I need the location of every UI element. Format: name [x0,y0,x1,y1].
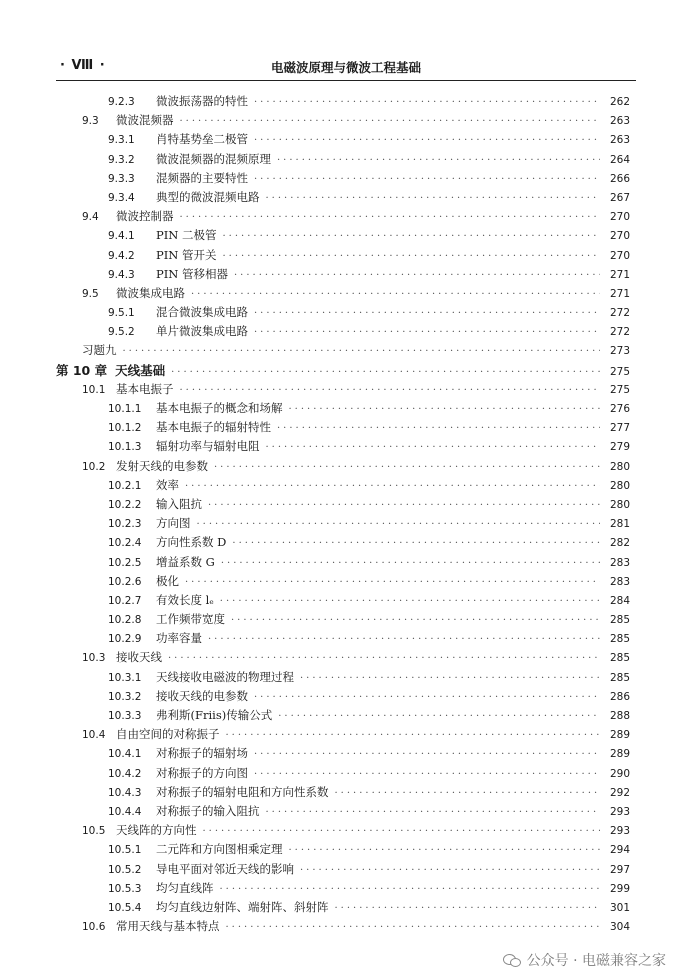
toc-entry-title: 混频器的主要特性 [156,170,248,185]
toc-entry-title: 输入阻抗 [156,496,202,511]
dot-leader [254,745,600,764]
toc-entry [56,744,630,763]
toc-entry [56,341,630,360]
toc-entry-page: 276 [609,403,630,415]
toc-entry [56,188,630,207]
toc-entry-number: 9.3.2 [108,153,135,166]
toc-entry [56,898,630,917]
watermark-text: 公众号 · 电磁兼容之家 [526,953,666,969]
toc-entry-page: 289 [609,748,630,761]
dot-leader [254,170,600,189]
toc-entry-title: 有效长度 lₑ [156,592,214,607]
toc-entry-page: 266 [609,172,630,185]
toc-entry-title: 单片微波集成电路 [156,324,248,339]
toc-entry-title: PIN 管开关 [156,247,217,262]
toc-entry [56,265,630,284]
toc-entry-page: 284 [609,594,630,607]
toc-entry-number: 9.3 [82,115,99,128]
toc-entry-page: 285 [609,652,630,665]
toc-entry-page: 270 [609,211,630,224]
toc-entry-page: 281 [609,518,630,531]
toc-entry-number: 10.2.4 [108,537,142,550]
toc-entry [56,860,630,879]
book-title: 电磁波原理与微波工程基础 [270,60,421,75]
toc-entry-number: 10.2.2 [108,498,142,511]
toc-entry-number: 9.5.1 [108,307,135,320]
dot-leader [214,458,600,477]
toc-entry [56,380,630,399]
toc-entry-title: 对称振子的辐射场 [156,746,248,761]
toc-entry-number: 10.6 [82,921,106,934]
page-number: · Ⅷ · [60,58,106,73]
toc-entry-number: 10.3 [82,652,106,665]
toc-entry [56,150,630,169]
toc-entry [56,495,630,514]
toc-entry-title: 均匀直线边射阵、端射阵、斜射阵 [156,899,329,914]
dot-leader [266,189,601,208]
toc-entry-page: 280 [609,479,630,492]
toc-entry-number: 10.1.3 [108,441,142,454]
toc-entry-number: 9.5 [82,287,99,300]
toc-entry-number: 10.2.8 [108,614,142,627]
toc-entry-page: 277 [609,422,630,435]
toc-entry-title: 天线接收电磁波的物理过程 [156,669,294,684]
toc-entry-title: 习题九 [82,343,117,358]
toc-entry-number: 9.4.3 [108,268,135,281]
toc-entry [56,207,630,226]
toc-entry-number: 10.1.2 [108,422,142,435]
toc-entry-page: 271 [609,287,630,300]
toc-entry-number: 9.3.3 [108,172,135,185]
toc-entry [56,840,630,859]
toc-entry-page: 271 [609,268,630,281]
toc-entry [56,783,630,802]
toc-entry-title: 对称振子的辐射电阻和方向性系数 [156,784,329,799]
toc-entry-page: 290 [609,767,630,780]
toc-entry-title: 均匀直线阵 [156,880,214,895]
dot-leader [180,112,601,131]
dot-leader [289,841,601,860]
toc-entry-title: 效率 [156,477,179,492]
toc-entry-number: 10.2.5 [108,556,142,569]
toc-entry [56,476,630,495]
toc-entry-title: 接收天线 [116,650,162,665]
toc-entry-number: 10.5.3 [108,882,142,895]
toc-entry-page: 270 [609,249,630,262]
toc-entry-page: 289 [609,729,630,742]
toc-entry-title: 微波混频器 [116,113,174,128]
toc-entry-title: 基本电振子的辐射特性 [156,420,271,435]
toc-entry [56,610,630,629]
dot-leader [180,381,601,400]
toc-entry-number: 9.4 [82,211,99,224]
toc-entry-page: 270 [609,230,630,243]
toc-entry-title: 微波混频器的混频原理 [156,151,271,166]
dot-leader [232,534,600,553]
toc-entry-number: 第 10 章 [56,362,108,378]
toc-entry [56,418,630,437]
toc-entry [56,764,630,783]
toc-entry [56,226,630,245]
toc-entry-page: 292 [609,786,630,799]
toc-entry-title: 对称振子的方向图 [156,765,248,780]
toc-entry [56,668,630,687]
toc-entry-title: 增益系数 G [156,554,215,569]
toc-entry [56,591,630,610]
dot-leader [254,688,600,707]
toc-entry-title: 导电平面对邻近天线的影响 [156,861,294,876]
toc-entry-number: 10.2.7 [108,594,142,607]
toc-entry-number: 10.5.1 [108,844,142,857]
toc-entry-page: 288 [609,710,630,722]
toc-entry-number: 9.3.4 [108,191,135,204]
toc-entry-page: 293 [609,805,630,818]
toc-entry-title: 天线基础 [115,362,166,378]
toc-entry-page: 263 [609,115,630,128]
toc-entry [56,572,630,591]
toc-entry-title: 弗利斯(Friis)传输公式 [156,708,273,722]
toc-entry-number: 10.4 [82,729,106,742]
toc-entry-page: 282 [609,537,630,550]
toc-entry-page: 275 [609,365,630,378]
toc-entry-title: PIN 管移相器 [156,266,228,281]
toc-entry-number: 9.2.3 [108,96,135,108]
toc-entry [56,437,630,456]
toc-entry-title: 典型的微波混频电路 [156,189,260,204]
toc-entry-number: 10.1.1 [108,403,142,415]
toc-entry [56,92,630,111]
toc-entry-number: 10.5 [82,825,106,838]
toc-entry-number: 10.5.2 [108,863,142,876]
toc-entry-title: 基本电振子 [116,381,174,396]
toc-entry-page: 273 [609,345,630,358]
toc-entry-title: 发射天线的电参数 [116,458,208,473]
toc-entry [56,457,630,476]
toc-entry-title: 辐射功率与辐射电阻 [156,439,260,454]
toc-entry-number: 9.4.2 [108,249,135,262]
toc-entry-title: 方向图 [156,516,191,531]
toc-entry-number: 10.4.3 [108,786,142,799]
toc-entry-title: 功率容量 [156,631,202,646]
dot-leader [278,707,600,726]
dot-leader [277,151,600,170]
dot-leader [335,784,601,803]
toc-entry-title: 对称振子的输入阻抗 [156,803,260,818]
toc-entry [56,725,630,744]
toc-entry-page: 304 [609,921,630,934]
toc-entry [56,629,630,648]
dot-leader [226,726,601,745]
dot-leader [180,208,601,227]
toc-entry [56,246,630,265]
toc-entry-number: 9.3.1 [108,134,135,147]
toc-entry-number: 10.4.1 [108,748,142,761]
toc-entry-title: 接收天线的电参数 [156,688,248,703]
toc-entry-title: 自由空间的对称振子 [116,727,220,742]
toc-entry [56,648,630,667]
dot-leader [223,227,601,246]
toc-entry-page: 301 [609,901,630,914]
toc-entry-page: 280 [609,460,630,473]
toc-entry-title: 微波控制器 [116,209,174,224]
toc-entry [56,111,630,130]
dot-leader [277,419,600,438]
toc-entry-page: 285 [609,633,630,646]
toc-entry-title: 天线阵的方向性 [116,823,197,838]
toc-entry-page: 283 [609,556,630,569]
toc-entry-title: 工作频带宽度 [156,612,225,627]
toc-entry-number: 9.4.1 [108,230,135,243]
toc-entry-title: PIN 二极管 [156,228,217,243]
toc-entry-title: 微波集成电路 [116,285,185,300]
dot-leader [234,266,600,285]
toc-entry-page: 272 [609,326,630,339]
dot-leader [254,131,600,150]
dot-leader [300,861,600,880]
toc-entry-number: 10.4.2 [108,767,142,780]
toc-entry-number: 10.2.9 [108,633,142,646]
toc-entry [56,706,630,725]
dot-leader [208,496,600,515]
dot-leader [185,477,600,496]
toc-entry [56,130,630,149]
toc-entry [56,533,630,552]
dot-leader [254,93,600,112]
toc-chapter-entry [56,361,630,380]
toc-entry-number: 10.2.6 [108,575,142,588]
toc-entry-title: 常用天线与基本特点 [116,919,220,934]
toc-entry-title: 极化 [156,573,179,588]
toc-entry [56,917,630,936]
toc-entry-page: 283 [609,575,630,588]
dot-leader [220,592,600,611]
toc-entry-page: 279 [609,441,630,454]
toc-entry-number: 10.3.2 [108,690,142,703]
toc-entry-number: 10.1 [82,383,106,396]
toc-entry-number: 10.2 [82,460,106,473]
dot-leader [221,554,600,573]
dot-leader [203,822,601,841]
dot-leader [226,918,601,937]
toc-entry [56,553,630,572]
toc-entry-number: 10.5.4 [108,901,142,914]
toc-entry-page: 297 [609,863,630,876]
toc-entry-title: 二元阵和方向图相乘定理 [156,842,283,857]
toc-entry-number: 10.3.1 [108,671,142,684]
toc-entry-number: 10.2.1 [108,479,142,492]
toc-entry-page: 263 [609,134,630,147]
toc-entry-title: 方向性系数 D [156,535,227,550]
toc-entry-page: 293 [609,825,630,838]
dot-leader [223,247,601,266]
toc-entry-page: 272 [609,307,630,320]
dot-leader [185,573,600,592]
toc-entry [56,879,630,898]
toc-entry-page: 285 [609,614,630,627]
toc-entry-title: 微波振荡器的特性 [156,94,248,108]
toc-entry [56,303,630,322]
toc-entry-title: 基本电振子的概念和场解 [156,401,283,415]
toc-entry-number: 9.5.2 [108,326,135,339]
page-header [56,56,636,81]
toc-entry-page: 299 [609,882,630,895]
dot-leader [254,304,600,323]
toc-entry-page: 275 [609,383,630,396]
toc-entry-page: 285 [609,671,630,684]
dot-leader [208,630,600,649]
toc-entry [56,399,630,418]
dot-leader [266,438,601,457]
toc-entry-page: 286 [609,690,630,703]
wechat-icon [503,953,521,967]
toc-entry-page: 264 [609,153,630,166]
dot-leader [191,285,600,304]
dot-leader [289,400,601,419]
dot-leader [197,515,601,534]
toc-entry-page: 280 [609,498,630,511]
dot-leader [123,342,601,361]
dot-leader [300,669,600,688]
toc-entry-page: 262 [609,96,630,108]
dot-leader [220,880,601,899]
toc-entry-number: 10.3.3 [108,710,142,722]
toc-entry [56,802,630,821]
toc-entry-title: 肖特基势垒二极管 [156,132,248,147]
dot-leader [168,649,600,668]
toc-entry-number: 10.4.4 [108,805,142,818]
dot-leader [335,899,601,918]
dot-leader [266,803,601,822]
toc-entry-page: 267 [609,191,630,204]
toc-entry [56,284,630,303]
toc-entry [56,687,630,706]
toc-entry [56,821,630,840]
dot-leader [231,611,600,630]
toc-entry-title: 混合微波集成电路 [156,305,248,320]
toc-entry [56,169,630,188]
watermark [503,950,666,970]
table-of-contents [56,92,630,936]
toc-entry [56,514,630,533]
dot-leader [254,765,600,784]
toc-entry [56,322,630,341]
toc-entry-page: 294 [609,844,630,857]
toc-entry-number: 10.2.3 [108,518,142,531]
dot-leader [254,323,600,342]
